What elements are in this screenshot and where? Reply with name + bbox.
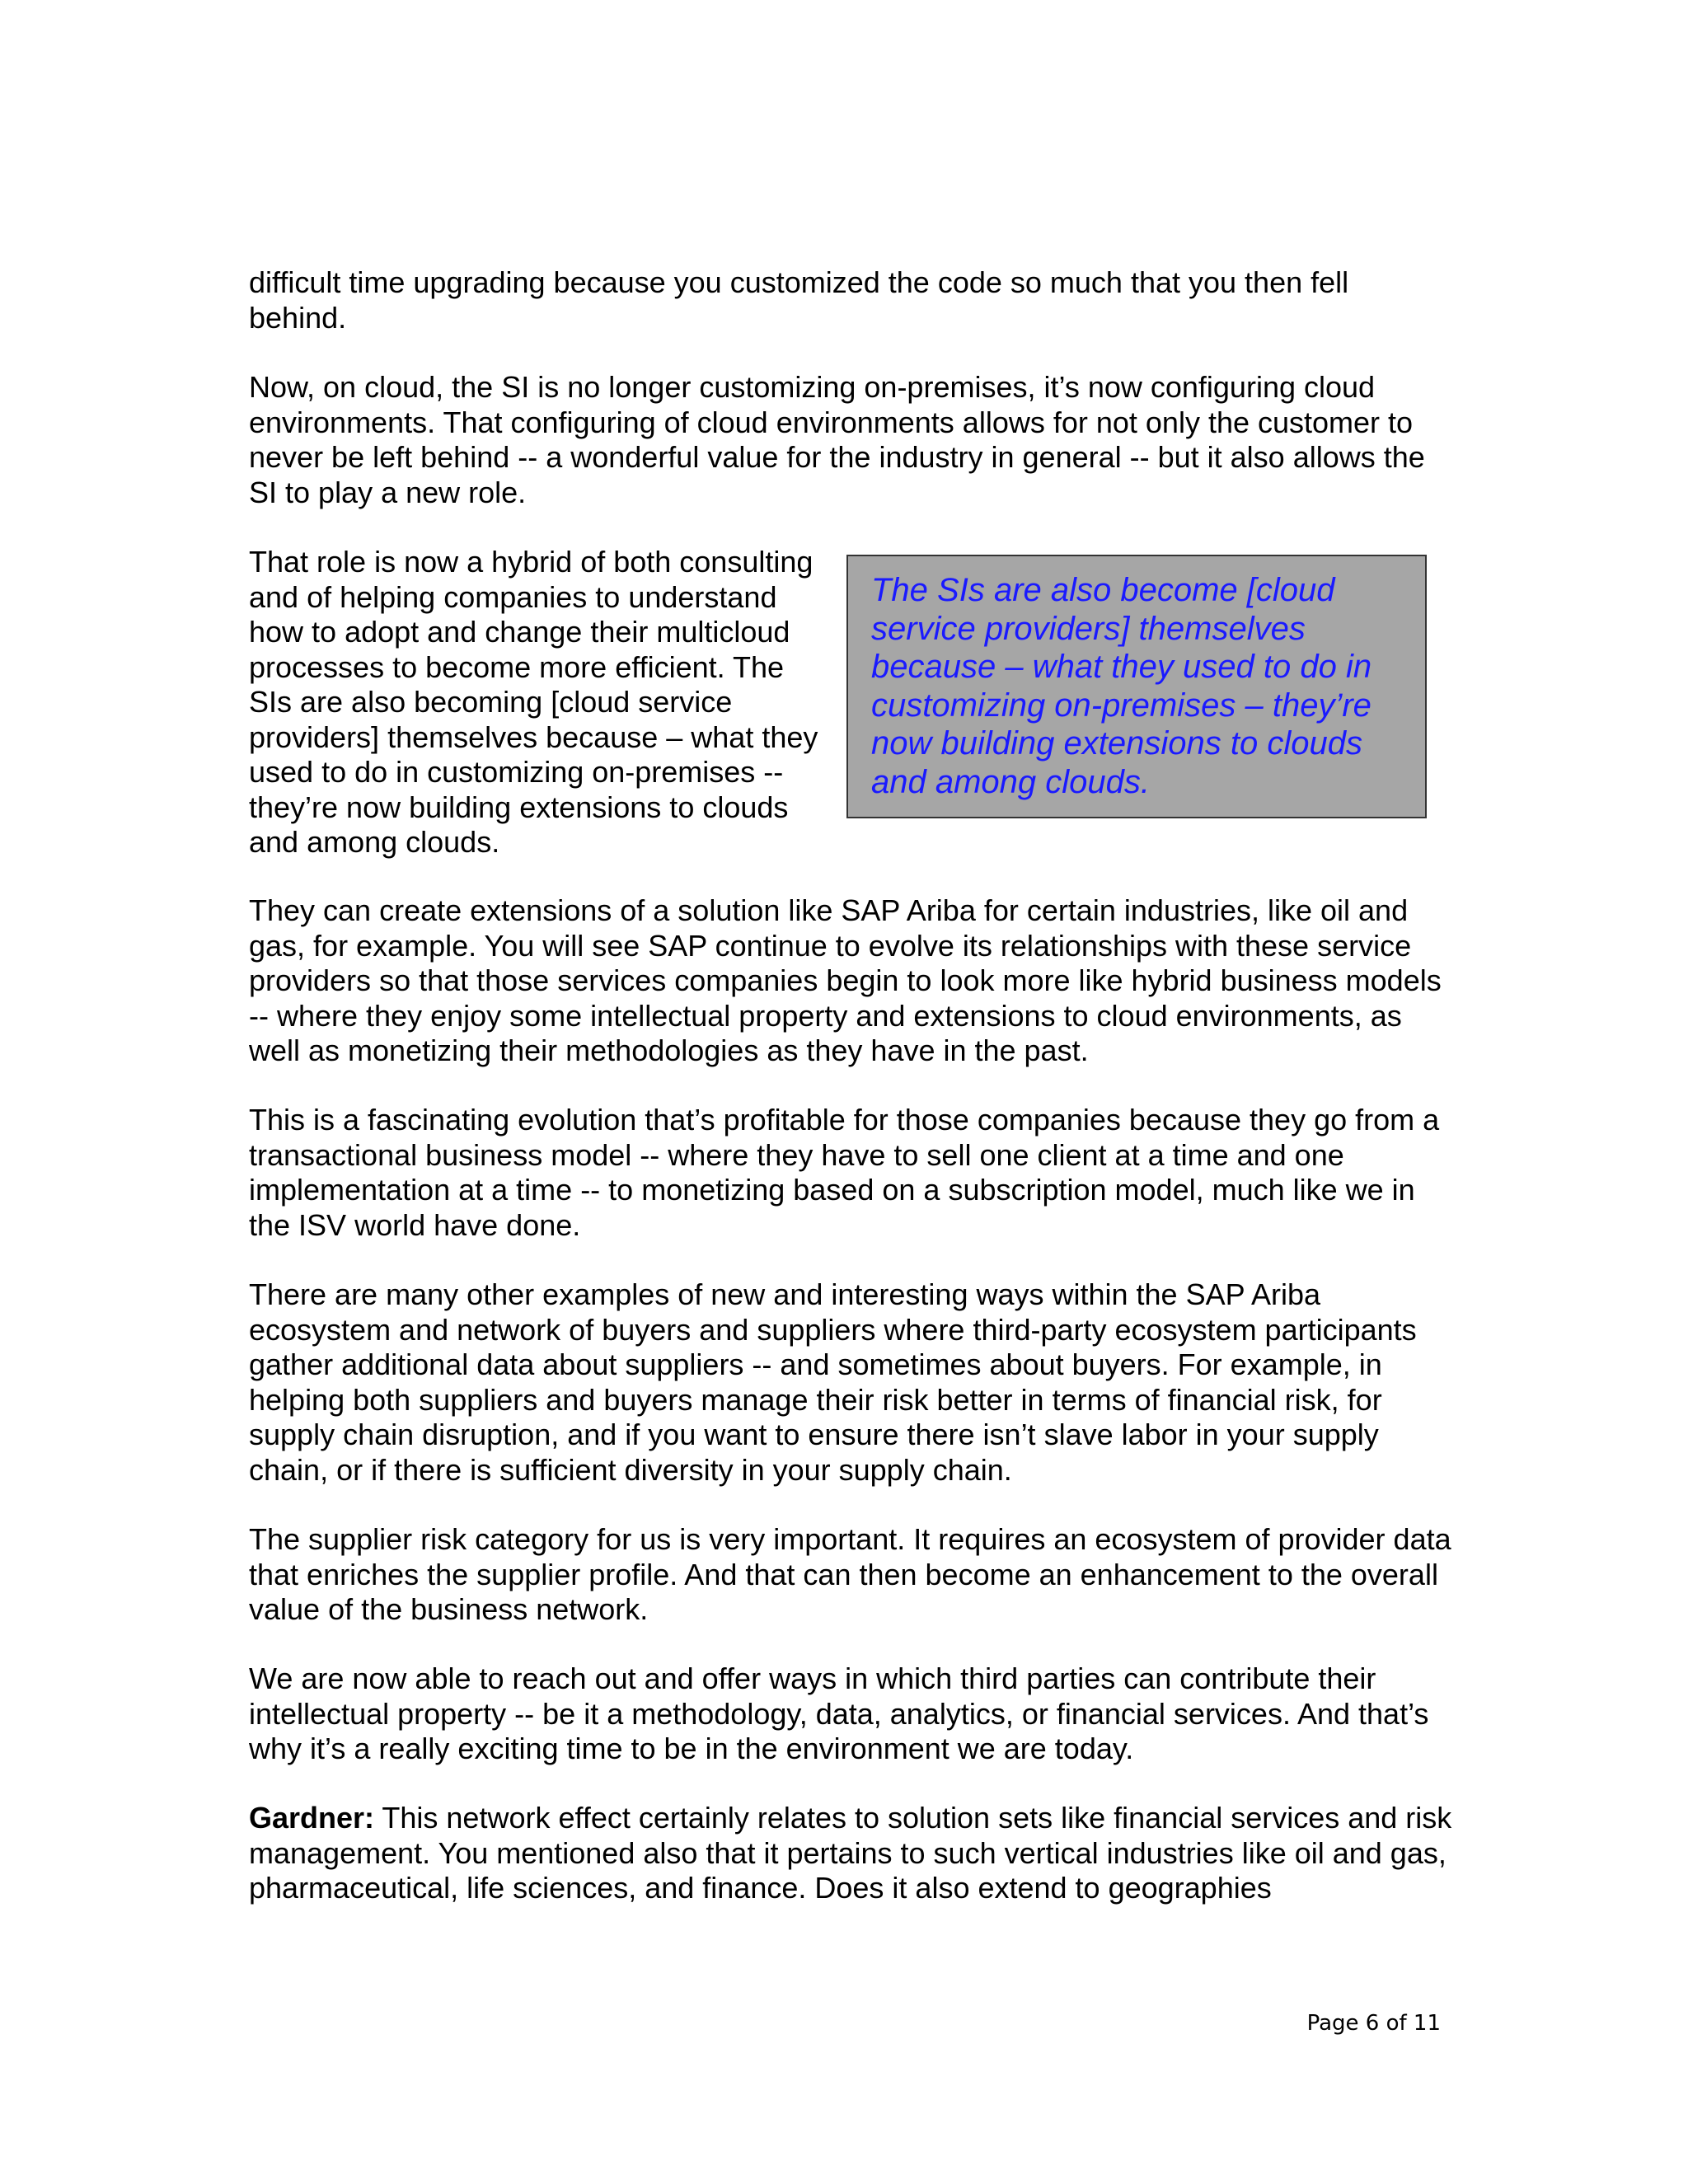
paragraph-cloud-configuring: Now, on cloud, the SI is no longer customizing on-premises, it’s now configuring cloud environments. That configuring of cloud environments allows for not only the customer to never be left behind -- a wonderful value for the industry in general -- but it also allows the SI to play a new role. [249, 370, 1425, 509]
pull-quote-text: The SIs are also become [cloud service providers] themselves because – what they used to do in customizing on-premises – they’re now building extensions to clouds and among clouds. [871, 572, 1372, 800]
paragraph-ecosystem-examples: There are many other examples of new and interesting ways within the SAP Ariba ecosystem and network of buyers and suppliers where third-party ecosystem participants gather additional data about suppliers -- and sometimes about buyers. For example, in helping both suppliers and buyers manage their risk better in terms of financial risk, for supply chain disruption, and if you want to ensure there isn’t slave labor in your supply chain, or if there is sufficient diversity in your supply chain. [249, 1277, 1417, 1487]
paragraph-evolution: This is a fascinating evolution that’s profitable for those companies because they go from a transactional business model -- where they have to sell one client at a time and one implementation at a time -- to monetizing based on a subscription model, much like we in the ISV world have done. [249, 1103, 1440, 1242]
speaker-name: Gardner: [249, 1801, 375, 1835]
paragraph-continuation: difficult time upgrading because you customized the code so much that you then fell behind. [249, 265, 1349, 335]
paragraph-gardner-question [249, 1801, 1452, 1906]
paragraph-supplier-risk: The supplier risk category for us is very important. It requires an ecosystem of provider data that enriches the supplier profile. And that can then become an enhancement to the overall value of the business network. [249, 1522, 1451, 1626]
paragraph-hybrid-role: That role is now a hybrid of both consulting and of helping companies to understand how to adopt and change their multicloud processes to become more efficient. The SIs are also becoming [cloud service providers] themselves because – what they used to do in customizing on-premises -- they’re now building extensions to clouds and among clouds. [249, 545, 818, 859]
page-number: Page 6 of 11 [1306, 2011, 1441, 2036]
question-text: This network effect certainly relates to solution sets like financial services and risk management. You mentioned also that it pertains to such vertical industries like oil and gas, pharmaceutical, life sciences, and finance. Does it also extend to geographies [249, 1801, 1452, 1905]
paragraph-third-parties: We are now able to reach out and offer ways in which third parties can contribute their intellectual property -- be it a methodology, data, analytics, or financial services. And that’s why it’s a really exciting time to be in the environment we are today. [249, 1661, 1429, 1765]
pull-quote-box [846, 555, 1427, 818]
paragraph-extensions: They can create extensions of a solution like SAP Ariba for certain industries, like oil and gas, for example. You will see SAP continue to evolve its relationships with these service providers so that those services companies begin to look more like hybrid business models -- where they enjoy some intellectual property and extensions to cloud environments, as well as monetizing their methodologies as they have in the past. [249, 893, 1442, 1067]
